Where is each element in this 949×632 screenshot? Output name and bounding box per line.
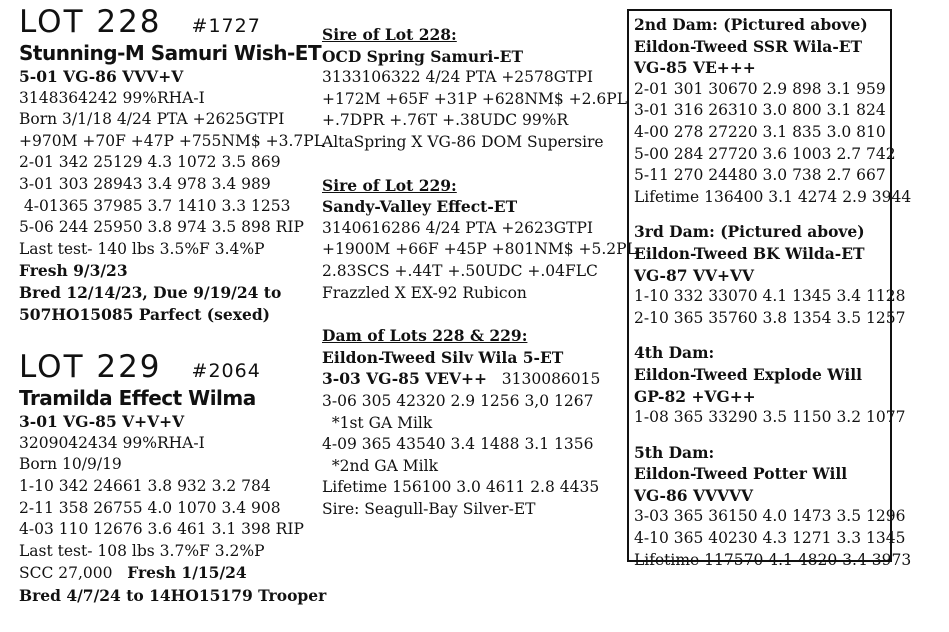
dam-sire: Sire: Seagull-Bay Silver-ET [322, 499, 536, 518]
pedigree-box [627, 9, 912, 569]
dam2-lifetime: Lifetime 136400 3.1 4274 2.9 3944 [634, 187, 912, 206]
dam3-record: 2-10 365 35760 3.8 1354 3.5 1257 [634, 308, 906, 327]
sire-228-name: OCD Spring Samuri-ET [322, 46, 524, 66]
dam4-name: Eildon-Tweed Explode Will [634, 364, 863, 384]
lot-228-name: Stunning-M Samuri Wish-ET [19, 41, 322, 65]
dam5-section [634, 442, 912, 572]
lot-229-reg: 3209042434 99%RHA-I [19, 433, 205, 452]
lot-228-record: 3-01 303 28943 3.4 978 3.4 989 [19, 174, 271, 193]
lot-228-header [19, 4, 319, 40]
sire-229-name: Sandy-Valley Effect-ET [322, 197, 518, 217]
lot-229-scc-fresh [19, 562, 319, 585]
dam-note: *2nd GA Milk [322, 456, 438, 475]
dam-record: 3-06 305 42320 2.9 1256 3,0 1267 [322, 391, 594, 410]
left-column [19, 4, 327, 606]
dam4-heading: 4th Dam: [634, 343, 715, 363]
sire-229-heading: Sire of Lot 229: [322, 175, 457, 195]
lot-229-last-test: Last test- 108 lbs 3.7%F 3.2%P [19, 541, 265, 560]
dam-class-reg [322, 368, 622, 391]
dam5-record: 3-03 365 36150 4.0 1473 3.5 1296 [634, 507, 906, 526]
dam-record: 4-09 365 43540 3.4 1488 3.1 1356 [322, 435, 594, 454]
dam3-heading: 3rd Dam: (Pictured above) [634, 222, 865, 242]
dam2-record: 5-11 270 24480 3.0 738 2.7 667 [634, 166, 886, 185]
lot-229-class: 3-01 VG-85 V+V+V [19, 412, 185, 432]
dam-note: *1st GA Milk [322, 413, 433, 432]
dam5-class: VG-86 VVVVV [634, 485, 754, 505]
dam2-heading: 2nd Dam: (Pictured above) [634, 15, 868, 34]
lot-228-reg: 3148364242 99%RHA-I [19, 88, 205, 107]
lot-228-class: 5-01 VG-86 VVV+V [19, 67, 184, 86]
dam3-record: 1-10 332 33070 4.1 1345 3.4 1128 [634, 287, 906, 306]
lot-228-pta: +970M +70F +47P +755NM$ +3.7PL [19, 131, 324, 150]
dam3-class: VG-87 VV+VV [634, 265, 755, 285]
lot-229-number: LOT 229 [19, 349, 162, 386]
lot-228-born: Born 3/1/18 4/24 PTA +2625GTPI [19, 110, 285, 129]
sire-229-line: 3140616286 4/24 PTA +2623GTPI [322, 218, 594, 237]
sire-228-line: 3133106322 4/24 PTA +2578GTPI [322, 68, 594, 87]
dam-heading: Dam of Lots 228 & 229: [322, 326, 528, 346]
lot-229-record: 1-10 342 24661 3.8 932 3.2 784 [19, 476, 271, 495]
lot-229-fresh: Fresh 1/15/24 [127, 563, 247, 583]
middle-column [322, 24, 637, 520]
sire-229-line: Frazzled X EX-92 Rubicon [322, 283, 527, 302]
dam5-name: Eildon-Tweed Potter Will [634, 464, 848, 484]
lot-228-record: 5-06 244 25950 3.8 974 3.5 898 RIP [19, 218, 304, 237]
dam4-class: GP-82 +VG++ [634, 386, 756, 406]
lot-228-fresh: Fresh 9/3/23 [19, 261, 128, 281]
dam-reg: 3130086015 [501, 370, 601, 389]
dam-lifetime: Lifetime 156100 3.0 4611 2.8 4435 [322, 478, 600, 497]
dam2-class: VG-85 VE+++ [634, 58, 756, 78]
dam2-section [634, 14, 912, 208]
sire-228-line: AltaSpring X VG-86 DOM Supersire [322, 132, 604, 151]
sire-229-line: +1900M +66F +45P +801NM$ +5.2PL [322, 240, 637, 259]
lot-228-bred-sire: 507HO15085 Parfect (sexed) [19, 304, 270, 324]
lot-229-scc: SCC 27,000 [19, 564, 113, 583]
sire-228-line: +172M +65F +31P +628NM$ +2.6PL [322, 89, 627, 108]
lot-228-record: 4-01365 37985 3.7 1410 3.3 1253 [19, 196, 291, 215]
lot-229-name: Tramilda Effect Wilma [19, 386, 256, 411]
dam5-heading: 5th Dam: [634, 442, 715, 462]
lot-229-record: 2-11 358 26755 4.0 1070 3.4 908 [19, 498, 281, 517]
dam2-record: 5-00 284 27720 3.6 1003 2.7 742 [634, 144, 896, 163]
lot-228-number: LOT 228 [19, 4, 162, 40]
dam2-record: 4-00 278 27220 3.1 835 3.0 810 [634, 122, 886, 141]
dam-class: 3-03 VG-85 VEV++ [322, 369, 487, 389]
dam3-name: Eildon-Tweed BK Wilda-ET [634, 243, 865, 263]
dam5-record: 4-10 365 40230 4.3 1271 3.3 1345 [634, 529, 906, 548]
dam5-lifetime: Lifetime 117570 4.1 4820 3.4 3973 [634, 550, 912, 569]
dam2-record: 2-01 301 30670 2.9 898 3.1 959 [634, 79, 886, 98]
lot-228-tag: #1727 [191, 15, 261, 37]
dam2-record: 3-01 316 26310 3.0 800 3.1 824 [634, 101, 886, 120]
lot-229-born: Born 10/9/19 [19, 455, 122, 474]
lot-229-record: 4-03 110 12676 3.6 461 3.1 398 RIP [19, 520, 304, 539]
dam2-name: Eildon-Tweed SSR Wila-ET [634, 36, 863, 56]
dam4-record: 1-08 365 33290 3.5 1150 3.2 1077 [634, 408, 906, 427]
dam4-section [634, 342, 906, 428]
lot-228-record: 2-01 342 25129 4.3 1072 3.5 869 [19, 153, 281, 172]
lot-228-bred: Bred 12/14/23, Due 9/19/24 to [19, 282, 282, 302]
sire-228-line: +.7DPR +.76T +.38UDC 99%R [322, 111, 569, 130]
lot-229-header [19, 349, 319, 385]
lot-229-tag: #2064 [191, 360, 261, 383]
dam3-section [634, 221, 906, 329]
sire-229-line: 2.83SCS +.44T +.50UDC +.04FLC [322, 261, 598, 280]
lot-229-bred: Bred 4/7/24 to 14HO15179 Trooper [19, 585, 327, 605]
lot-228-last-test: Last test- 140 lbs 3.5%F 3.4%P [19, 239, 265, 258]
sire-228-heading: Sire of Lot 228: [322, 25, 457, 44]
dam-name: Eildon-Tweed Silv Wila 5-ET [322, 347, 564, 367]
